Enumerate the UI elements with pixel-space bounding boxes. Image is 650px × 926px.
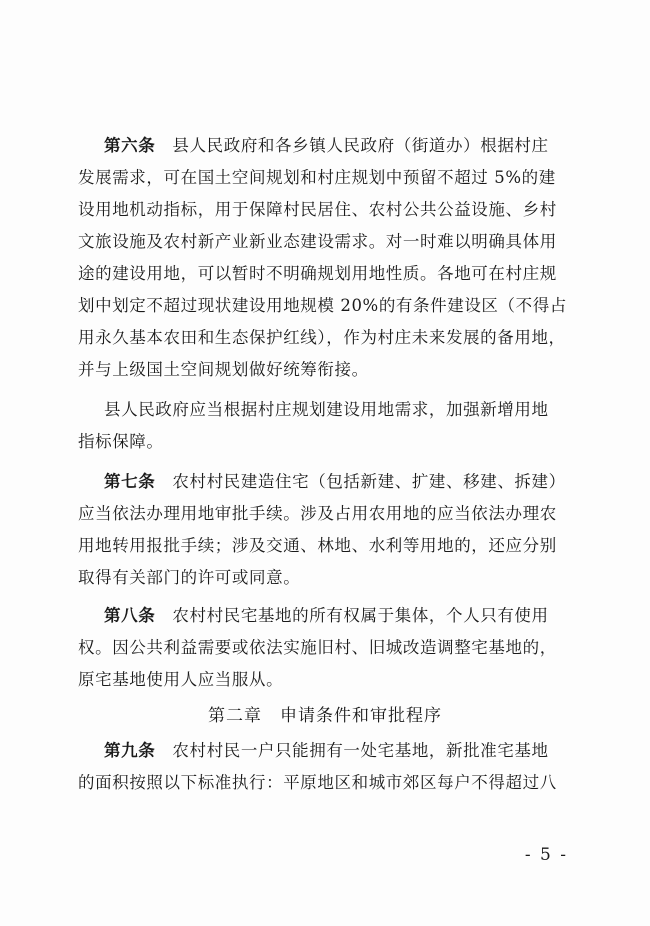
- article6-line-7: 用永久基本农田和生态保护红线），作为村庄未来发展的备用地，: [78, 328, 566, 347]
- article7-line-2: 应当依法办理用地审批手续。涉及占用农用地的应当依法办理农: [78, 504, 557, 523]
- article6-text-1: 县人民政府和各乡镇人民政府（街道办）根据村庄: [172, 136, 549, 155]
- article7-line-1: [104, 472, 574, 492]
- article6-para2-line-1: 县人民政府应当根据村庄规划建设用地需求，加强新增用地: [104, 400, 549, 419]
- page-number: - 5 -: [524, 845, 568, 865]
- article8-line-3: 原宅基地使用人应当服从。: [78, 670, 284, 689]
- article9-line-2: 的面积按照以下标准执行：平原地区和城市郊区每户不得超过八: [78, 773, 557, 792]
- article6-line-8: 并与上级国土空间规划做好统筹衔接。: [78, 360, 369, 379]
- article7-line-3: 用地转用报批手续；涉及交通、林地、水利等用地的，还应分别: [78, 536, 557, 555]
- article8-heading: 第八条: [104, 606, 156, 625]
- article6-line-1: [104, 136, 574, 156]
- article8-line-1: [104, 606, 574, 626]
- article6-line-3: 设用地机动指标，用于保障村民居住、农村公共公益设施、乡村: [78, 200, 557, 219]
- chapter-heading: 第二章 申请条件和审批程序: [208, 706, 442, 726]
- article6-line-4: 文旅设施及农村新产业新业态建设需求。对一时难以明确具体用: [78, 232, 557, 251]
- article6-line-2: 发展需求，可在国土空间规划和村庄规划中预留不超过 5%的建: [78, 168, 556, 187]
- article8-text-1: 农村村民宅基地的所有权属于集体，个人只有使用: [172, 606, 549, 625]
- article6-line-5: 途的建设用地，可以暂时不明确规划用地性质。各地可在村庄规: [78, 264, 557, 283]
- article9-heading: 第九条: [104, 741, 156, 760]
- article7-line-4: 取得有关部门的许可或同意。: [78, 568, 301, 587]
- article7-text-1: 农村村民建造住宅（包括新建、扩建、移建、拆建）: [172, 472, 566, 491]
- article6-para2-line-2: 指标保障。: [78, 432, 164, 451]
- article9-text-1: 农村村民一户只能拥有一处宅基地，新批准宅基地: [172, 741, 549, 760]
- article9-line-1: [104, 741, 574, 761]
- article6-heading: 第六条: [104, 136, 156, 155]
- article8-line-2: 权。因公共利益需要或依法实施旧村、旧城改造调整宅基地的，: [78, 638, 557, 657]
- article7-heading: 第七条: [104, 472, 156, 491]
- article6-line-6: 划中划定不超过现状建设用地规模 20%的有条件建设区（不得占: [78, 296, 567, 315]
